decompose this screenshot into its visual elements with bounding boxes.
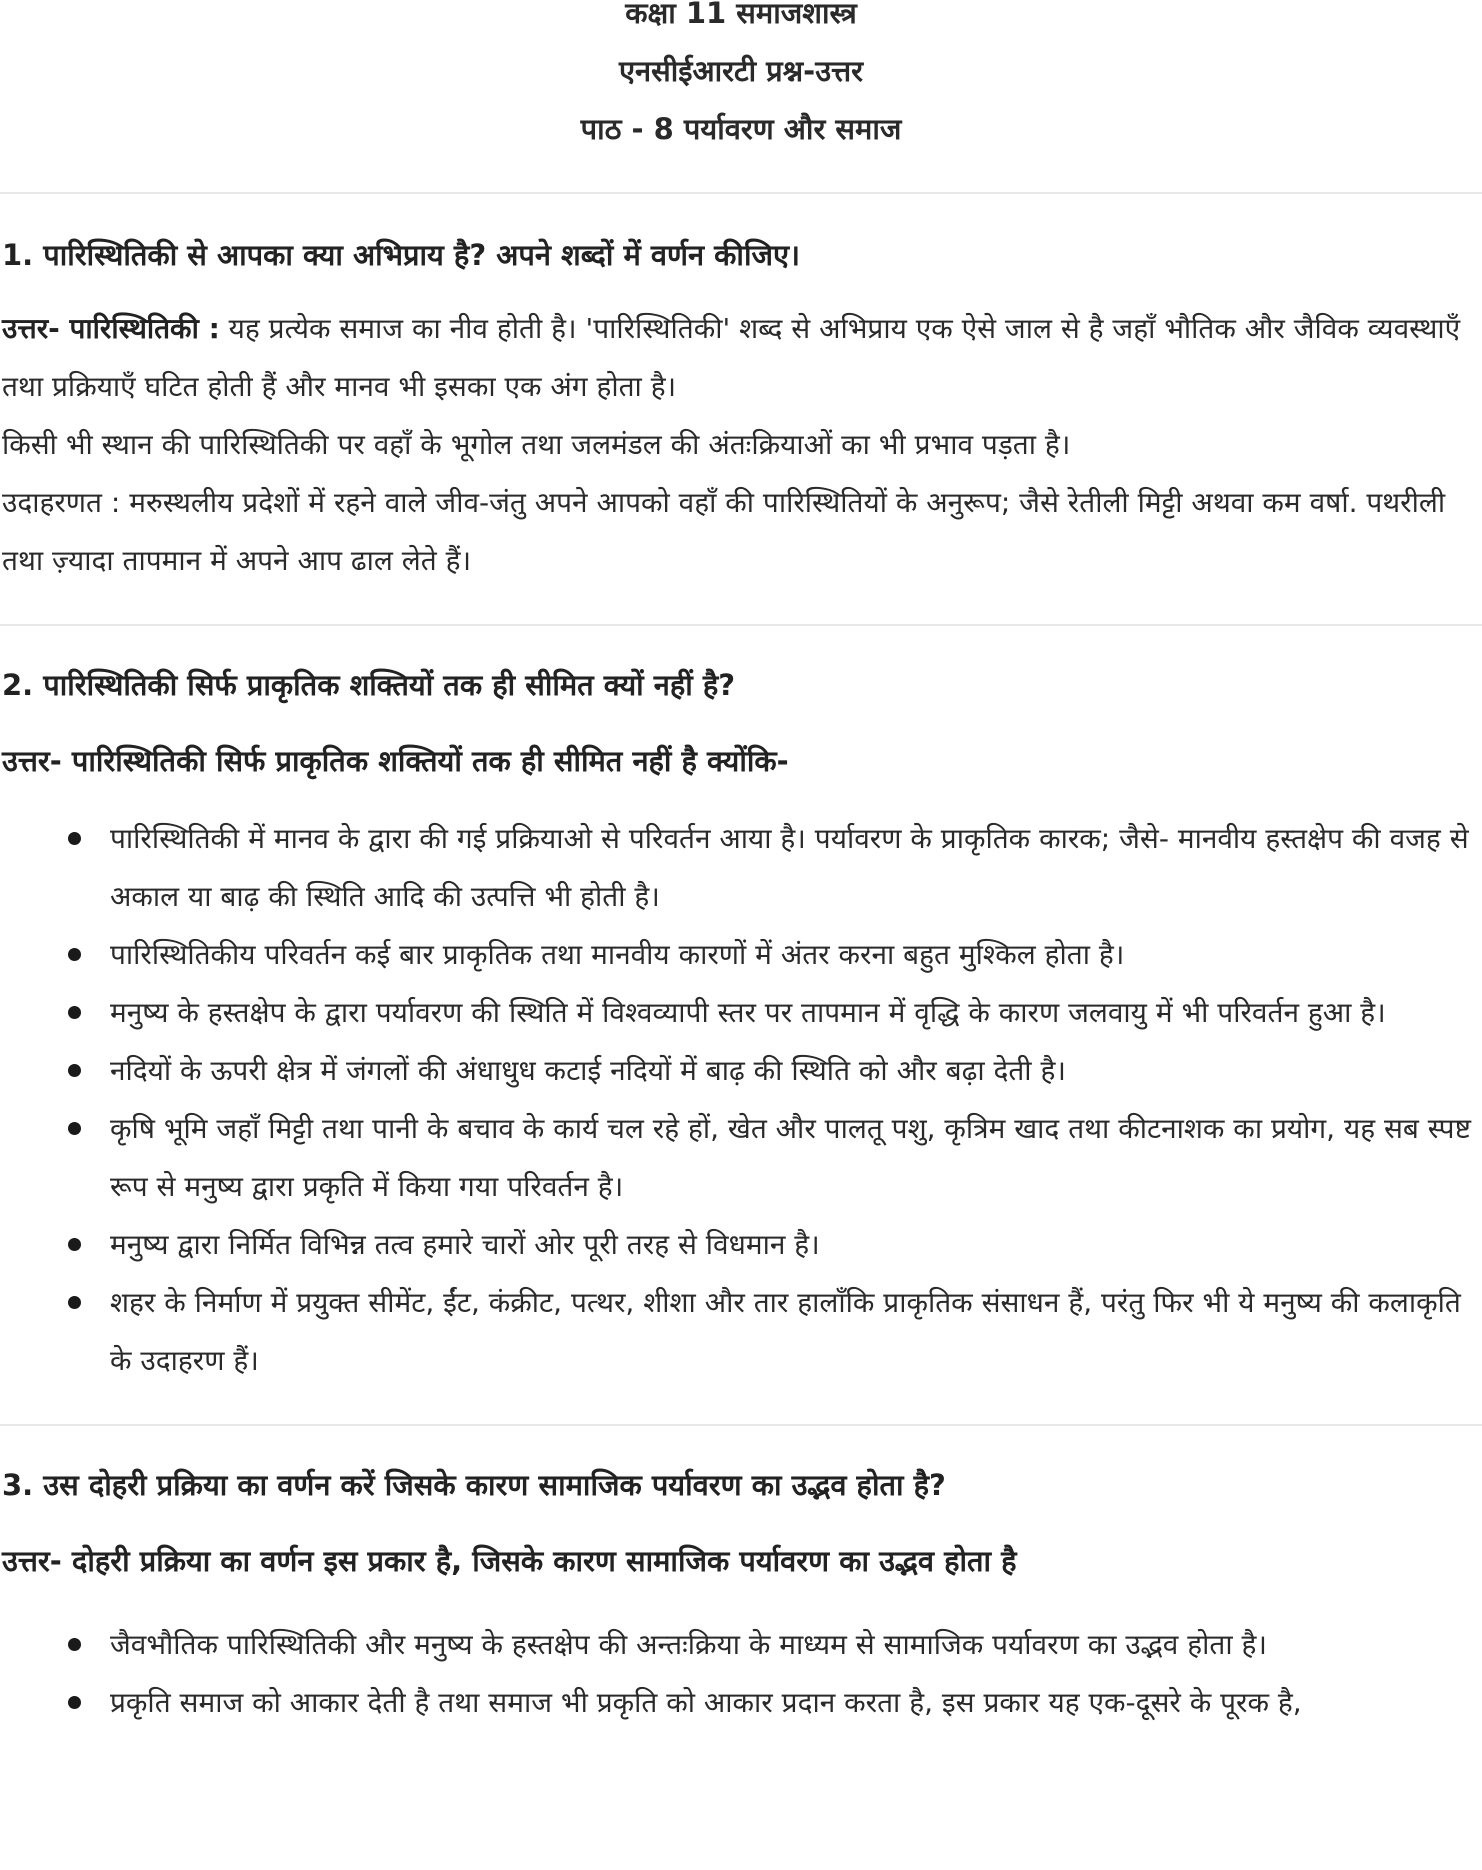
divider <box>0 624 1482 626</box>
header-class-subject: कक्षा 11 समाजशास्त्र <box>625 0 857 30</box>
bullet-dot-icon <box>68 1006 81 1019</box>
header-ncert-qa: एनसीईआरटी प्रश्न-उत्तर <box>618 54 864 88</box>
bullet-dot-icon <box>68 1696 81 1709</box>
bullet-dot-icon <box>68 1296 81 1309</box>
document-header <box>0 0 1482 158</box>
list-item: शहर के निर्माण में प्रयुक्त सीमेंट, ईंट, कंक्रीट, पत्थर, शीशा और तार हालाँकि प्राकृतिक संसाधन हैं, परंतु फिर भी ये मनुष्य की कलाकृति के उदाहरण हैं। <box>0 1274 1482 1390</box>
bullet-dot-icon <box>68 832 81 845</box>
answer-2-heading: उत्तर- पारिस्थितिकी सिर्फ प्राकृतिक शक्तियों तक ही सीमित नहीं है क्योंकि- <box>2 744 789 778</box>
list-item: पारिस्थितिकी में मानव के द्वारा की गई प्रक्रियाओ से परिवर्तन आया है। पर्यावरण के प्राकृतिक कारक; जैसे- मानवीय हस्तक्षेप की वजह से अकाल या बाढ़ की स्थिति आदि की उत्पत्ति भी होती है। <box>0 810 1482 926</box>
divider <box>0 192 1482 194</box>
answer-1-lead: उत्तर- पारिस्थितिकी : <box>2 312 220 345</box>
answer-1-paragraph-1 <box>0 300 1482 416</box>
bullet-dot-icon <box>68 1638 81 1651</box>
list-item: जैवभौतिक पारिस्थितिकी और मनुष्य के हस्तक्षेप की अन्तःक्रिया के माध्यम से सामाजिक पर्यावरण का उद्भव होता है। <box>0 1616 1482 1674</box>
question-3: 3. उस दोहरी प्रक्रिया का वर्णन करें जिसके कारण सामाजिक पर्यावरण का उद्भव होता है? <box>2 1468 946 1502</box>
list-item: पारिस्थितिकीय परिवर्तन कई बार प्राकृतिक तथा मानवीय कारणों में अंतर करना बहुत मुश्किल होता है। <box>0 926 1482 984</box>
question-2: 2. पारिस्थितिकी सिर्फ प्राकृतिक शक्तियों तक ही सीमित क्यों नहीं है? <box>2 668 736 702</box>
answer-1-paragraph-3: उदाहरणत : मरुस्थलीय प्रदेशों में रहने वाले जीव-जंतु अपने आपको वहाँ की पारिस्थितियों के अनुरूप; जैसे रेतीली मिट्टी अथवा कम वर्षा. पथरीली तथा ज़्यादा तापमान में अपने आप ढाल लेते हैं। <box>2 486 1446 577</box>
list-item: मनुष्य द्वारा निर्मित विभिन्न तत्व हमारे चारों ओर पूरी तरह से विधमान है। <box>0 1216 1482 1274</box>
question-1: 1. पारिस्थितिकी से आपका क्या अभिप्राय है? अपने शब्दों में वर्णन कीजिए। <box>2 238 801 272</box>
answer-1-text: यह प्रत्येक समाज का नीव होती है। 'पारिस्थितिकी' शब्द से अभिप्राय एक ऐसे जाल से है जहाँ भौतिक और जैविक व्यवस्थाएँ तथा प्रक्रियाएँ घटित होती हैं और मानव भी इसका एक अंग होता है। <box>2 312 1461 403</box>
answer-3-heading: उत्तर- दोहरी प्रक्रिया का वर्णन इस प्रकार है, जिसके कारण सामाजिक पर्यावरण का उद्भव होता है <box>2 1544 1017 1578</box>
list-item: मनुष्य के हस्तक्षेप के द्वारा पर्यावरण की स्थिति में विश्वव्यापी स्तर पर तापमान में वृद्धि के कारण जलवायु में भी परिवर्तन हुआ है। <box>0 984 1482 1042</box>
bullet-dot-icon <box>68 1122 81 1135</box>
list-item: कृषि भूमि जहाँ मिट्टी तथा पानी के बचाव के कार्य चल रहे हों, खेत और पालतू पशु, कृत्रिम खाद तथा कीटनाशक का प्रयोग, यह सब स्पष्ट रूप से मनुष्य द्वारा प्रकृति में किया गया परिवर्तन है। <box>0 1100 1482 1216</box>
divider <box>0 1424 1482 1426</box>
list-item: नदियों के ऊपरी क्षेत्र में जंगलों की अंधाधुध कटाई नदियों में बाढ़ की स्थिति को और बढ़ा देती है। <box>0 1042 1482 1100</box>
answer-3-list <box>0 1616 1482 1732</box>
list-item: प्रकृति समाज को आकार देती है तथा समाज भी प्रकृति को आकार प्रदान करता है, इस प्रकार यह एक-दूसरे के पूरक है, <box>0 1674 1482 1732</box>
bullet-dot-icon <box>68 1064 81 1077</box>
answer-2-list <box>0 810 1482 1390</box>
bullet-dot-icon <box>68 1238 81 1251</box>
answer-1-paragraph-2: किसी भी स्थान की पारिस्थितिकी पर वहाँ के भूगोल तथा जलमंडल की अंतःक्रियाओं का भी प्रभाव पड़ता है। <box>2 428 1071 461</box>
bullet-dot-icon <box>68 948 81 961</box>
header-chapter-title: पाठ - 8 पर्यावरण और समाज <box>580 112 902 146</box>
